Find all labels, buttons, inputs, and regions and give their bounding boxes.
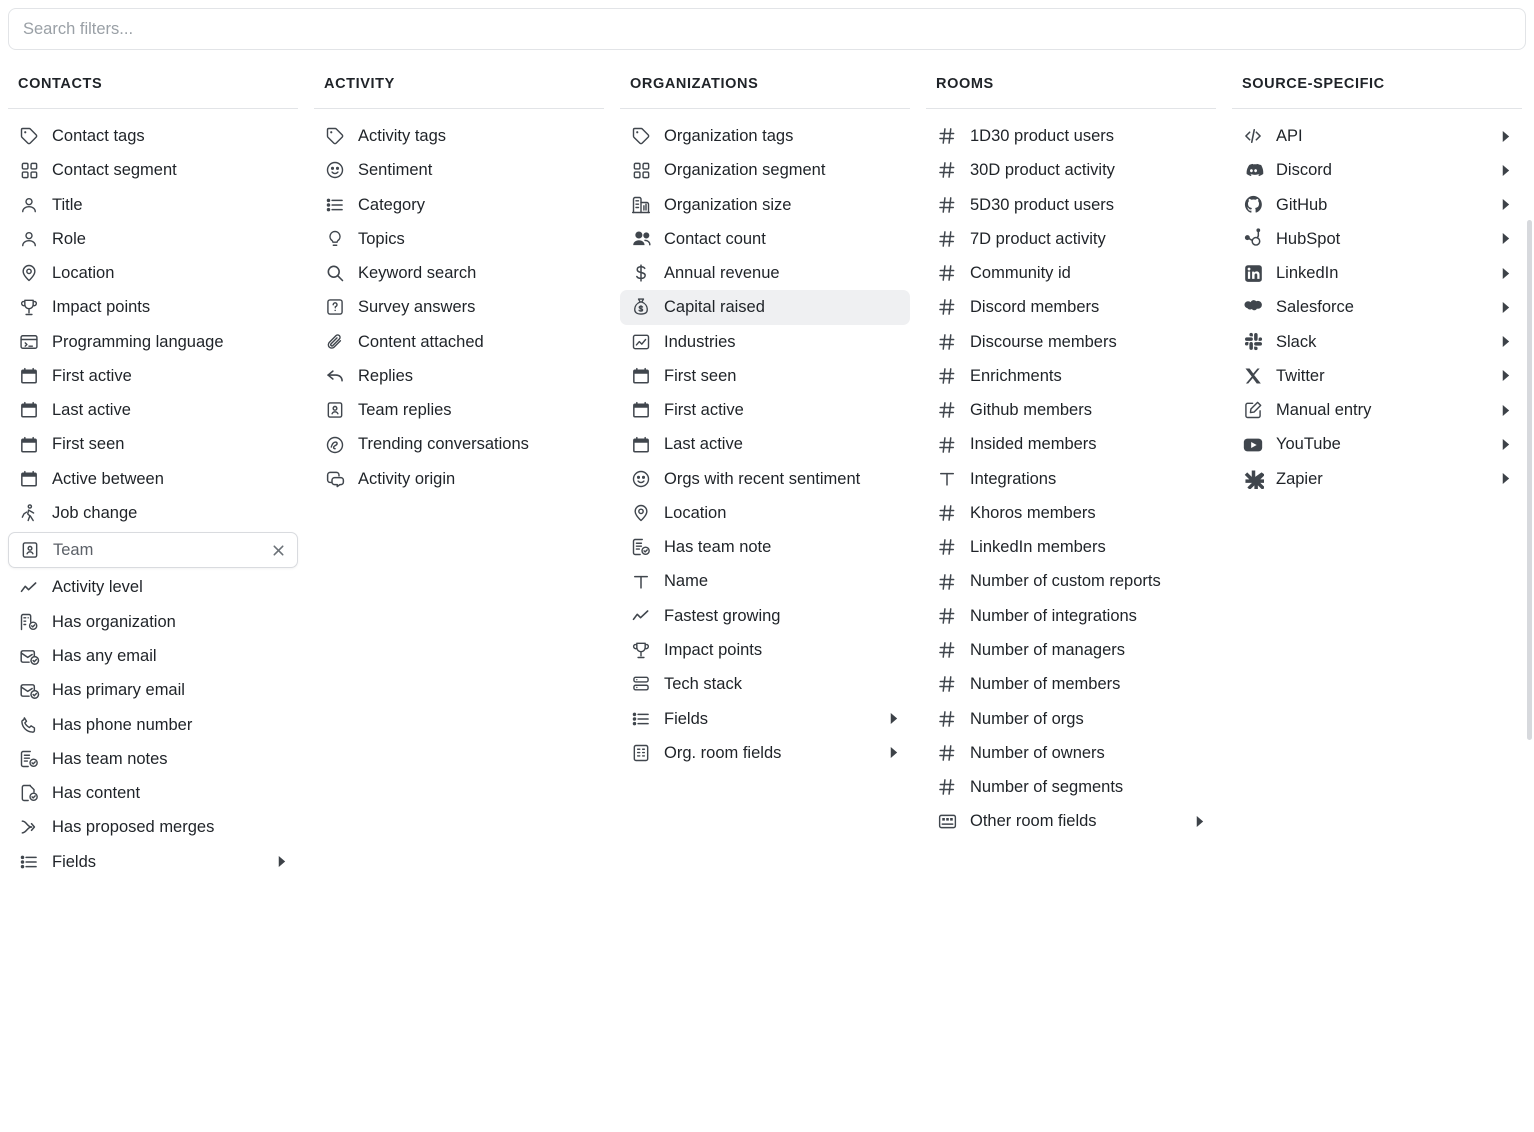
filter-item[interactable] [620,496,910,530]
filter-item[interactable] [8,639,298,673]
trending-icon [324,434,346,456]
column-heading: SOURCE-SPECIFIC [1232,68,1522,109]
zapier-icon [1242,468,1264,490]
filter-item-label: Has any email [52,646,157,665]
calendar-icon [18,365,40,387]
filter-item-label: Has primary email [52,681,185,700]
filter-item[interactable] [1232,325,1522,359]
filter-item[interactable] [8,462,298,496]
text-icon [936,468,958,490]
filter-column [1224,68,1530,496]
filter-item[interactable] [314,256,604,290]
doc-check-icon [18,782,40,804]
column-heading: ROOMS [926,68,1216,109]
filter-item-label: First active [664,401,744,420]
filter-item-label: Has team notes [52,749,168,768]
filter-item-label: Contact segment [52,161,177,180]
filter-item[interactable] [926,427,1216,461]
filter-item-label: Annual revenue [664,264,780,283]
filter-item[interactable] [620,393,910,427]
chevron-right-icon[interactable] [886,746,900,760]
filter-item-label: Other room fields [970,812,1097,831]
chevron-right-icon[interactable] [1498,369,1512,383]
filter-item-label: LinkedIn members [970,538,1106,557]
filter-item-label: API [1276,127,1303,145]
column-heading: CONTACTS [8,68,298,109]
filter-item-label: Discourse members [970,332,1117,351]
filter-item-label: First seen [52,435,125,454]
filter-item-label: Tech stack [664,675,742,694]
grid-icon [630,159,652,181]
salesforce-icon [1242,296,1264,318]
grid-icon [18,159,40,181]
hash-icon [936,434,958,456]
list-icon [324,194,346,216]
filter-item[interactable] [926,633,1216,667]
filter-item-label: Name [664,572,709,591]
chevron-right-icon[interactable] [1498,335,1512,349]
filter-item[interactable] [1232,359,1522,393]
filter-item[interactable] [8,742,298,776]
search-icon [324,262,346,284]
filter-item[interactable] [620,256,910,290]
filter-column [0,68,306,879]
filter-item-label: Last active [52,401,131,420]
filter-item-label: Number of owners [970,743,1105,762]
filter-item-label: 30D product activity [970,161,1115,180]
chevron-right-icon[interactable] [1498,232,1512,246]
filter-item[interactable] [8,708,298,742]
filter-item[interactable] [1232,222,1522,256]
filter-item[interactable] [8,532,298,568]
filter-item[interactable] [620,736,910,770]
filter-item-label: Salesforce [1276,298,1354,317]
filter-item[interactable] [1232,153,1522,187]
pencil-square-icon [1242,399,1264,421]
filter-item-label: Organization tags [664,127,794,145]
hash-icon [936,673,958,695]
filter-item-label: Number of segments [970,778,1124,797]
filter-item-label: Fields [52,852,97,871]
filter-item-label: Github members [970,401,1092,420]
filter-item[interactable] [8,427,298,461]
filter-item-label: YouTube [1276,435,1341,454]
filter-item[interactable] [8,325,298,359]
filter-item-label: Programming language [52,332,224,351]
id-card-icon [324,399,346,421]
hash-icon [936,776,958,798]
filter-item[interactable] [314,153,604,187]
people-icon [630,228,652,250]
reply-icon [324,365,346,387]
filter-item-label: Org. room fields [664,743,782,762]
filter-item[interactable] [926,599,1216,633]
filter-item-label: Twitter [1276,366,1325,385]
chevron-right-icon[interactable] [886,712,900,726]
filter-item-label: Has content [52,784,141,803]
filter-item[interactable] [620,188,910,222]
list-icon [18,851,40,873]
lightbulb-icon [324,228,346,250]
search-bar[interactable] [0,0,1534,50]
filter-item-label: Manual entry [1276,401,1372,420]
filter-item-label: Discord [1276,161,1332,180]
github-icon [1242,194,1264,216]
chevron-right-icon[interactable] [1192,814,1206,828]
code-icon [1242,125,1264,147]
filter-column [306,68,612,496]
filter-item[interactable] [926,804,1216,838]
column-heading: ORGANIZATIONS [620,68,910,109]
filter-item-label: Has team note [664,538,772,557]
note-check-icon [630,536,652,558]
trophy-icon [630,639,652,661]
filter-item[interactable] [314,188,604,222]
envelope-check-icon [18,679,40,701]
dollar-icon [630,262,652,284]
filter-item-label: Orgs with recent sentiment [664,469,861,488]
filter-item[interactable] [8,222,298,256]
chevron-right-icon[interactable] [1498,129,1512,143]
filter-item[interactable] [620,119,910,153]
chevron-right-icon[interactable] [1498,438,1512,452]
filter-item[interactable] [926,325,1216,359]
filter-item[interactable] [620,667,910,701]
filter-item-label: Number of members [970,675,1121,694]
filter-item[interactable] [926,736,1216,770]
merge-icon [18,816,40,838]
filter-item-label: 1D30 product users [970,127,1114,145]
calendar-icon [18,434,40,456]
filter-item-label: Title [52,195,83,214]
filter-item-label: Industries [664,332,736,351]
filter-item[interactable] [314,222,604,256]
line-chart-icon [18,577,40,599]
filter-item[interactable] [1232,462,1522,496]
pin-icon [630,502,652,524]
filter-item[interactable] [1232,427,1522,461]
filter-item[interactable] [620,222,910,256]
filter-item[interactable] [620,462,910,496]
hash-icon [936,331,958,353]
filter-item[interactable] [8,810,298,844]
chevron-right-icon[interactable] [1498,472,1512,486]
filter-item-label: Slack [1276,332,1317,351]
filter-item-label: Number of managers [970,640,1125,659]
pin-icon [18,262,40,284]
filter-item-label: HubSpot [1276,229,1341,248]
filter-item[interactable] [8,153,298,187]
twitter-icon [1242,365,1264,387]
filter-item[interactable] [926,564,1216,598]
filter-item-label: Replies [358,366,414,385]
filter-item[interactable] [314,290,604,324]
hash-icon [936,399,958,421]
hash-icon [936,605,958,627]
filter-item-label: Impact points [664,640,763,659]
filter-item-label: Zapier [1276,469,1323,488]
filter-item[interactable] [926,290,1216,324]
filter-item[interactable] [8,776,298,810]
filter-item[interactable] [926,153,1216,187]
filter-item[interactable] [1232,188,1522,222]
filter-column [612,68,918,770]
filter-item-label: First seen [664,366,737,385]
column-heading: ACTIVITY [314,68,604,109]
list-icon [630,708,652,730]
filter-item-label: Last active [664,435,743,454]
filter-item[interactable] [620,633,910,667]
paperclip-icon [324,331,346,353]
filter-item-label: Contact count [664,229,766,248]
filter-item-label: Activity origin [358,469,456,488]
id-card-icon [19,539,41,561]
filter-item[interactable] [926,188,1216,222]
filter-item-label: Khoros members [970,503,1096,522]
filter-item[interactable] [926,393,1216,427]
filter-item-label: Community id [970,264,1071,283]
hash-icon [936,536,958,558]
filter-item[interactable] [314,325,604,359]
filter-item[interactable] [620,530,910,564]
hash-icon [936,262,958,284]
filter-item[interactable] [1232,290,1522,324]
question-box-icon [324,296,346,318]
filter-item-label: Organization size [664,195,792,214]
filter-item[interactable] [620,325,910,359]
filter-item[interactable] [314,462,604,496]
filter-item[interactable] [620,153,910,187]
hash-icon [936,365,958,387]
stack-icon [630,673,652,695]
calendar-icon [630,434,652,456]
filter-item[interactable] [1232,119,1522,153]
search-input[interactable] [8,8,1526,50]
filter-item-label: LinkedIn [1276,264,1339,283]
filter-item-label: Fields [664,709,709,728]
filter-item-label: First active [52,366,132,385]
filter-item[interactable] [314,427,604,461]
chevron-right-icon[interactable] [1498,403,1512,417]
filter-item-label: Has phone number [52,715,193,734]
filter-item[interactable] [926,496,1216,530]
filter-item[interactable] [8,290,298,324]
industry-icon [630,331,652,353]
chevron-right-icon[interactable] [1498,163,1512,177]
chevron-right-icon[interactable] [274,855,288,869]
filter-item-label: 7D product activity [970,229,1106,248]
filter-item[interactable] [314,393,604,427]
filter-item-label: Integrations [970,469,1057,488]
filter-item[interactable] [314,359,604,393]
building-check-icon [18,611,40,633]
filter-item-label: Impact points [52,298,151,317]
filter-item[interactable] [1232,393,1522,427]
filter-item-label: Has proposed merges [52,818,215,837]
filter-item[interactable] [926,667,1216,701]
filter-item-label: Keyword search [358,264,477,283]
tag-icon [630,125,652,147]
filter-item-label: Team [53,541,94,560]
filter-item-label: Activity tags [358,127,447,145]
filter-item[interactable] [926,359,1216,393]
filter-item[interactable] [8,393,298,427]
filter-item[interactable] [8,570,298,604]
room-fields-icon [936,810,958,832]
hash-icon [936,639,958,661]
filter-item-label: Topics [358,229,405,248]
hash-icon [936,125,958,147]
trophy-icon [18,296,40,318]
calendar-icon [18,468,40,490]
calendar-icon [18,399,40,421]
text-icon [630,571,652,593]
hubspot-icon [1242,228,1264,250]
filter-item[interactable] [8,256,298,290]
filter-item-label: Content attached [358,332,484,351]
youtube-icon [1242,434,1264,456]
filter-item-label: Location [664,503,727,522]
filter-item[interactable] [8,188,298,222]
hash-icon [936,159,958,181]
filter-item-label: Team replies [358,401,452,420]
filter-item-label: Discord members [970,298,1100,317]
line-chart-icon [630,605,652,627]
filter-item[interactable] [926,256,1216,290]
filter-item-label: Activity level [52,578,143,597]
filter-item-label: Role [52,229,86,248]
filter-item-label: Fastest growing [664,606,781,625]
filter-item-label: 5D30 product users [970,195,1114,214]
hash-icon [936,228,958,250]
filter-item[interactable] [926,530,1216,564]
discord-icon [1242,159,1264,181]
linkedin-icon [1242,262,1264,284]
scrollbar[interactable] [1527,220,1532,740]
filter-item[interactable] [926,119,1216,153]
filter-item[interactable] [8,845,298,879]
filter-item-label: Survey answers [358,298,476,317]
hash-icon [936,742,958,764]
filter-item-label: Has organization [52,612,176,631]
close-icon[interactable] [269,541,287,559]
filter-item[interactable] [926,770,1216,804]
filter-item[interactable] [926,702,1216,736]
filter-item-label: Number of custom reports [970,572,1161,591]
filter-item[interactable] [620,359,910,393]
chevron-right-icon[interactable] [1498,266,1512,280]
filter-item[interactable] [8,359,298,393]
filter-column [918,68,1224,839]
envelope-check-icon [18,645,40,667]
filter-item-label: Number of integrations [970,606,1137,625]
filter-item[interactable] [8,496,298,530]
smiley-icon [630,468,652,490]
filter-item-label: Organization segment [664,161,826,180]
filter-item[interactable] [1232,256,1522,290]
building-bars-icon [630,742,652,764]
filter-item[interactable] [620,702,910,736]
calendar-icon [630,399,652,421]
filter-item[interactable] [620,290,910,324]
chat-icon [324,468,346,490]
tag-icon [324,125,346,147]
hash-icon [936,708,958,730]
hash-icon [936,194,958,216]
chevron-right-icon[interactable] [1498,198,1512,212]
filter-item[interactable] [8,119,298,153]
filter-item-label: Job change [52,503,138,522]
hash-icon [936,571,958,593]
person-icon [18,228,40,250]
filter-item[interactable] [8,605,298,639]
filter-item-label: Active between [52,469,164,488]
filter-item[interactable] [926,222,1216,256]
tag-icon [18,125,40,147]
filter-item[interactable] [314,119,604,153]
filter-item-label: Category [358,195,425,214]
filter-item-label: Contact tags [52,127,145,145]
hash-icon [936,296,958,318]
filter-item[interactable] [926,462,1216,496]
filter-item-label: GitHub [1276,195,1328,214]
walking-icon [18,502,40,524]
filter-columns [0,50,1534,879]
phone-icon [18,714,40,736]
money-bag-icon [630,296,652,318]
filter-item-label: Insided members [970,435,1097,454]
filter-item-label: Location [52,264,115,283]
chevron-right-icon[interactable] [1498,300,1512,314]
code-window-icon [18,331,40,353]
person-icon [18,194,40,216]
note-check-icon [18,748,40,770]
filter-item-label: Trending conversations [358,435,529,454]
filter-item-label: Number of orgs [970,709,1084,728]
filter-item-label: Enrichments [970,366,1062,385]
filter-item-label: Sentiment [358,161,433,180]
slack-icon [1242,331,1264,353]
filter-item[interactable] [8,673,298,707]
hash-icon [936,502,958,524]
calendar-icon [630,365,652,387]
filter-item-label: Capital raised [664,298,765,317]
building-chart-icon [630,194,652,216]
filter-item[interactable] [620,427,910,461]
filter-item[interactable] [620,599,910,633]
smiley-icon [324,159,346,181]
filter-item[interactable] [620,564,910,598]
